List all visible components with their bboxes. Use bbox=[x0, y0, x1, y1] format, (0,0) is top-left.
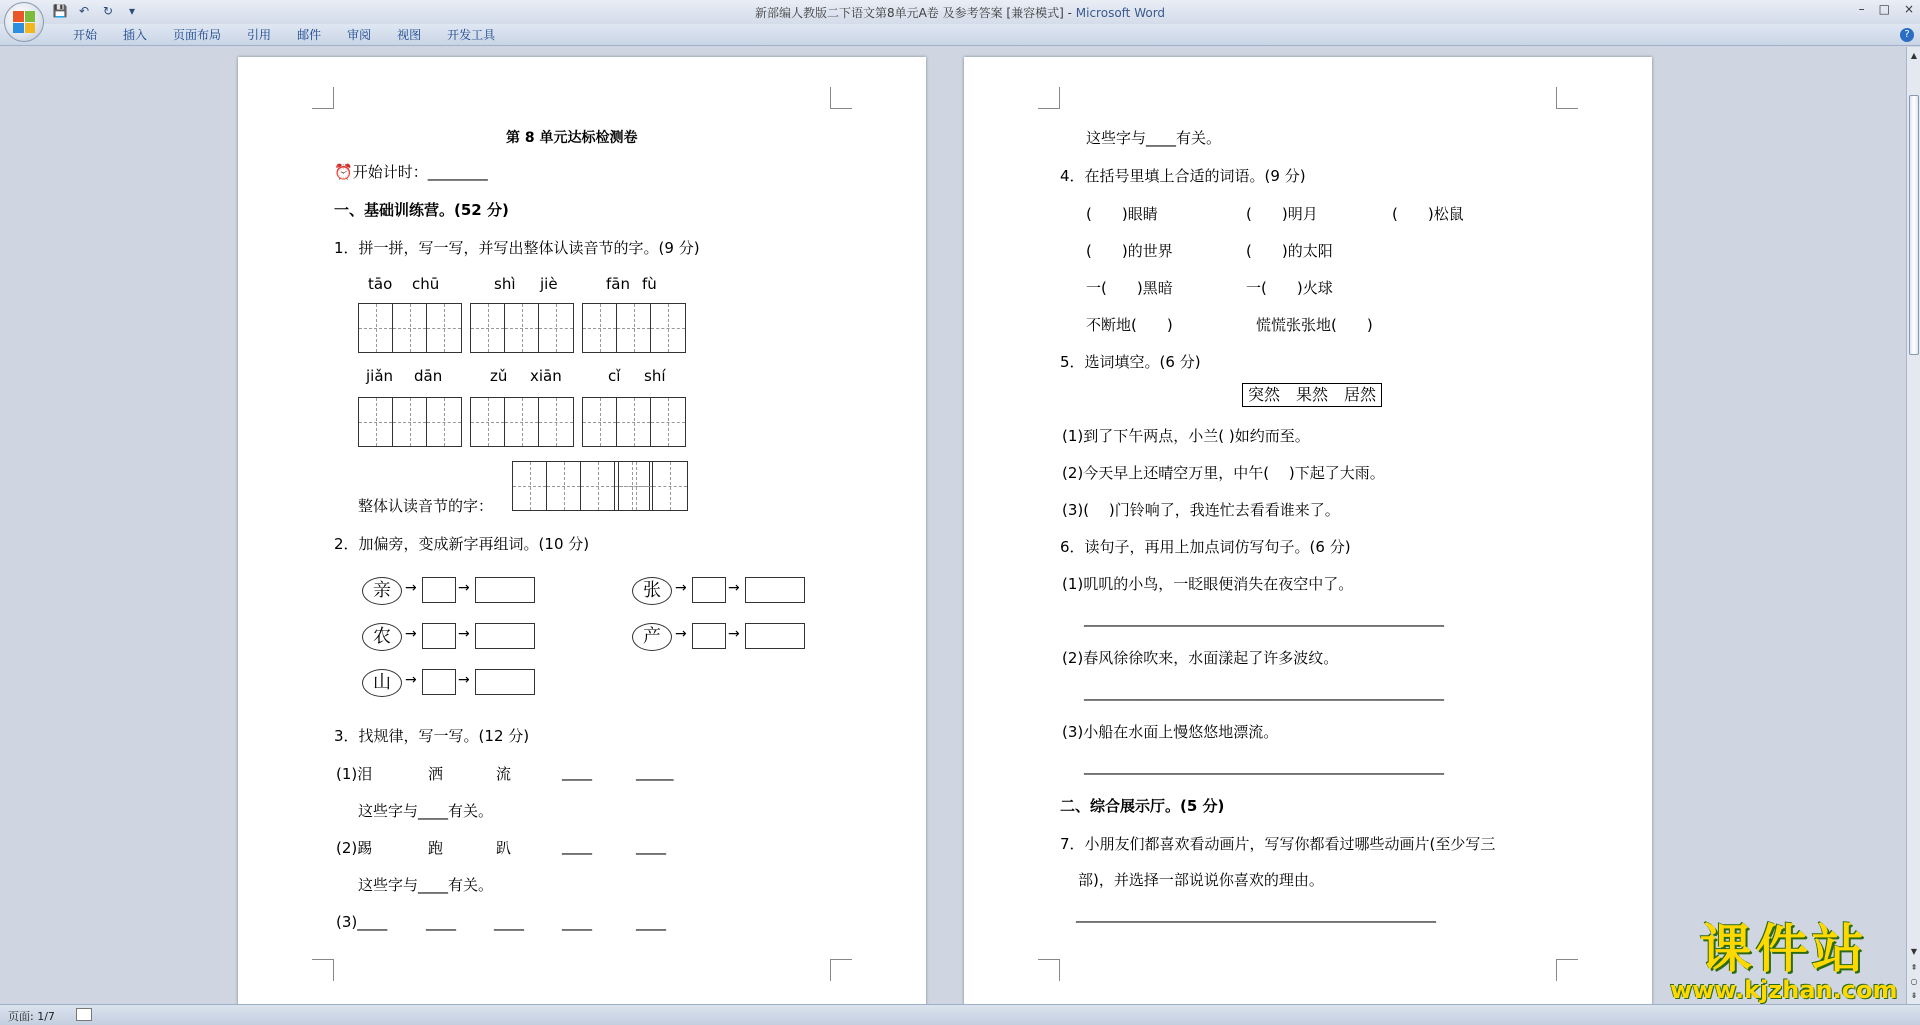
q3-blank[interactable]: ____ bbox=[562, 913, 592, 931]
writing-grid[interactable] bbox=[582, 397, 686, 447]
answer-line[interactable]: ________________________________________________ bbox=[1084, 757, 1444, 775]
redo-icon[interactable]: ↻ bbox=[102, 4, 114, 18]
arrow-icon: → bbox=[458, 580, 470, 596]
q3-blank[interactable]: ____ bbox=[636, 913, 666, 931]
crop-mark bbox=[312, 87, 334, 109]
answer-box[interactable] bbox=[692, 623, 726, 649]
q4-item: 一( )火球 bbox=[1246, 279, 1333, 297]
q3-char: 流 bbox=[496, 765, 512, 783]
question-1: 1．拼一拼，写一写，并写出整体认读音节的字。(9 分) bbox=[334, 239, 700, 257]
writing-grid[interactable] bbox=[582, 303, 686, 353]
clock-icon: ⏰ bbox=[334, 163, 353, 181]
question-6: 6．读句子，再用上加点词仿写句子。(6 分) bbox=[1060, 538, 1351, 556]
crop-mark bbox=[1556, 959, 1578, 981]
q3-char: 洒 bbox=[428, 765, 444, 783]
question-3: 3．找规律，写一写。(12 分) bbox=[334, 727, 530, 745]
save-icon[interactable]: 💾 bbox=[52, 4, 68, 18]
q6-sentence: (2)春风徐徐吹来，水面漾起了许多波纹。 bbox=[1062, 649, 1339, 667]
radical-char: 亲 bbox=[362, 577, 402, 605]
answer-line[interactable]: ________________________________________________ bbox=[1076, 905, 1436, 923]
radical-char: 农 bbox=[362, 623, 402, 651]
answer-box[interactable] bbox=[745, 577, 805, 603]
title-bar bbox=[0, 0, 1920, 24]
tab-home[interactable]: 开始 bbox=[73, 28, 98, 42]
minimize-button[interactable]: – bbox=[1858, 2, 1865, 16]
arrow-icon: → bbox=[728, 580, 740, 596]
vertical-scrollbar[interactable] bbox=[1906, 47, 1920, 1004]
arrow-icon: → bbox=[405, 626, 417, 642]
question-7: 7．小朋友们都喜欢看动画片，写写你都看过哪些动画片(至少写三 bbox=[1060, 835, 1496, 853]
arrow-icon: → bbox=[675, 626, 687, 642]
radical-char: 产 bbox=[632, 623, 672, 651]
arrow-icon: → bbox=[405, 672, 417, 688]
next-page-icon[interactable]: ⇟ bbox=[1910, 991, 1918, 1000]
answer-box[interactable] bbox=[475, 623, 535, 649]
page-2 bbox=[964, 57, 1652, 1004]
arrow-icon: → bbox=[675, 580, 687, 596]
scroll-thumb[interactable] bbox=[1909, 95, 1919, 355]
answer-box[interactable] bbox=[422, 623, 456, 649]
document-area[interactable] bbox=[0, 47, 1906, 1004]
arrow-icon: → bbox=[405, 580, 417, 596]
arrow-icon: → bbox=[728, 626, 740, 642]
tab-insert[interactable]: 插入 bbox=[123, 28, 148, 42]
q5-item: (2)今天早上还晴空万里，中午( )下起了大雨。 bbox=[1062, 464, 1385, 482]
tab-view[interactable]: 视图 bbox=[397, 28, 422, 42]
radical-char: 山 bbox=[362, 669, 402, 697]
q3-2-label: (2)踢 bbox=[336, 839, 373, 857]
tab-developer[interactable]: 开发工具 bbox=[447, 28, 496, 42]
pinyin: shì bbox=[494, 275, 516, 293]
ribbon-tabs-bar bbox=[0, 24, 1920, 46]
office-logo-icon bbox=[13, 11, 35, 33]
q6-sentence: (1)叽叽的小鸟，一眨眼便消失在夜空中了。 bbox=[1062, 575, 1354, 593]
pinyin: fān bbox=[606, 275, 630, 293]
tab-review[interactable]: 审阅 bbox=[347, 28, 372, 42]
q3-char: 跑 bbox=[428, 839, 444, 857]
q4-item: ( )松鼠 bbox=[1392, 205, 1464, 223]
section-1-heading: 一、基础训练营。(52 分) bbox=[334, 201, 509, 219]
question-2: 2．加偏旁，变成新字再组词。(10 分) bbox=[334, 535, 590, 553]
answer-box[interactable] bbox=[475, 577, 535, 603]
status-bar bbox=[0, 1004, 1920, 1025]
crop-mark bbox=[1556, 87, 1578, 109]
writing-grid[interactable] bbox=[618, 461, 688, 511]
q3-blank[interactable]: ____ bbox=[562, 837, 592, 855]
question-7-cont: 部)，并选择一部说说你喜欢的理由。 bbox=[1078, 871, 1324, 889]
scroll-up-icon[interactable]: ▲ bbox=[1910, 51, 1918, 60]
writing-grid[interactable] bbox=[470, 303, 574, 353]
q3-blank[interactable]: ____ bbox=[494, 913, 524, 931]
window-controls bbox=[1859, 2, 1914, 16]
word-choice-box: 突然 果然 居然 bbox=[1242, 383, 1382, 407]
pinyin: jiǎn bbox=[366, 367, 394, 385]
answer-box[interactable] bbox=[422, 577, 456, 603]
q5-item: (3)( )门铃响了，我连忙去看看谁来了。 bbox=[1062, 501, 1340, 519]
q4-item: 一( )黑暗 bbox=[1086, 279, 1173, 297]
answer-line[interactable]: ________________________________________________ bbox=[1084, 683, 1444, 701]
section-2-heading: 二、综合展示厅。(5 分) bbox=[1060, 797, 1225, 815]
pinyin: zǔ bbox=[490, 367, 508, 385]
watermark-logo bbox=[1670, 922, 1897, 1002]
answer-box[interactable] bbox=[422, 669, 456, 695]
answer-box[interactable] bbox=[745, 623, 805, 649]
related-line: 这些字与____有关。 bbox=[1086, 129, 1222, 147]
crop-mark bbox=[1038, 959, 1060, 981]
writing-grid[interactable] bbox=[358, 397, 462, 447]
q3-blank[interactable]: ____ bbox=[562, 763, 592, 781]
customize-qat-icon[interactable]: ▾ bbox=[128, 4, 136, 18]
q3-char: 趴 bbox=[496, 839, 512, 857]
pinyin: shí bbox=[644, 367, 666, 385]
crop-mark bbox=[830, 87, 852, 109]
scroll-down-icon[interactable]: ▼ bbox=[1910, 947, 1918, 956]
timer-line: ⏰开始计时：________ bbox=[334, 163, 488, 181]
page-indicator[interactable]: 页面: 1/7 bbox=[8, 1010, 55, 1023]
pinyin: dān bbox=[414, 367, 443, 385]
radical-char: 张 bbox=[632, 577, 672, 605]
page-title: 第 8 单元达标检测卷 bbox=[506, 130, 638, 146]
question-5: 5．选词填空。(6 分) bbox=[1060, 353, 1201, 371]
browse-object-icon[interactable]: ○ bbox=[1910, 977, 1918, 986]
crop-mark bbox=[830, 959, 852, 981]
watermark-url: www.kjzhan.com bbox=[1670, 976, 1898, 1004]
pinyin: jiè bbox=[540, 275, 558, 293]
window-title: 新部编人教版二下语文第8单元A卷 及参考答案 [兼容模式] - Microsoft Word bbox=[754, 6, 1166, 20]
q4-item: 不断地( ) bbox=[1086, 316, 1173, 334]
q5-item: (1)到了下午两点，小兰( )如约而至。 bbox=[1062, 427, 1310, 445]
crop-mark bbox=[312, 959, 334, 981]
pinyin: fù bbox=[642, 275, 657, 293]
prev-page-icon[interactable]: ⇞ bbox=[1910, 963, 1918, 972]
related-line: 这些字与____有关。 bbox=[358, 802, 494, 820]
q4-item: ( )明月 bbox=[1246, 205, 1318, 223]
page-1 bbox=[238, 57, 926, 1004]
pinyin: cǐ bbox=[608, 367, 621, 385]
answer-box[interactable] bbox=[475, 669, 535, 695]
help-icon[interactable]: ? bbox=[1900, 28, 1914, 42]
app-name: Microsoft Word bbox=[1075, 6, 1166, 20]
q4-item: ( )眼睛 bbox=[1086, 205, 1158, 223]
q4-item: 慌慌张张地( ) bbox=[1256, 316, 1373, 334]
language-icon[interactable] bbox=[76, 1008, 92, 1021]
tab-mailings[interactable]: 邮件 bbox=[297, 28, 322, 42]
document-name: 新部编人教版二下语文第8单元A卷 及参考答案 [兼容模式] bbox=[754, 6, 1064, 20]
crop-mark bbox=[1038, 87, 1060, 109]
whole-syllable-label: 整体认读音节的字： bbox=[358, 497, 494, 515]
q3-blank[interactable]: ____ bbox=[636, 837, 666, 855]
related-line: 这些字与____有关。 bbox=[358, 876, 494, 894]
office-button[interactable] bbox=[4, 2, 44, 42]
pinyin: chū bbox=[412, 275, 440, 293]
q3-blank[interactable]: _____ bbox=[636, 763, 674, 781]
pinyin: tāo bbox=[368, 275, 393, 293]
arrow-icon: → bbox=[458, 626, 470, 642]
undo-icon[interactable]: ↶ bbox=[78, 4, 90, 18]
q4-item: ( )的世界 bbox=[1086, 242, 1173, 260]
watermark-brand: 课件站 bbox=[1699, 920, 1868, 980]
arrow-icon: → bbox=[458, 672, 470, 688]
close-button[interactable]: × bbox=[1903, 2, 1914, 16]
pinyin: xiān bbox=[530, 367, 562, 385]
q3-1-label: (1)泪 bbox=[336, 765, 373, 783]
tab-references[interactable]: 引用 bbox=[247, 28, 272, 42]
answer-box[interactable] bbox=[692, 577, 726, 603]
q6-sentence: (3)小船在水面上慢悠悠地漂流。 bbox=[1062, 723, 1279, 741]
question-4: 4．在括号里填上合适的词语。(9 分) bbox=[1060, 167, 1306, 185]
writing-grid[interactable] bbox=[358, 303, 462, 353]
answer-line[interactable]: ________________________________________________ bbox=[1084, 609, 1444, 627]
q3-blank[interactable]: ____ bbox=[426, 913, 456, 931]
maximize-button[interactable]: □ bbox=[1878, 2, 1890, 16]
q4-item: ( )的太阳 bbox=[1246, 242, 1333, 260]
q3-3-label: (3)____ bbox=[336, 913, 388, 931]
tab-page-layout[interactable]: 页面布局 bbox=[173, 28, 222, 42]
writing-grid[interactable] bbox=[470, 397, 574, 447]
